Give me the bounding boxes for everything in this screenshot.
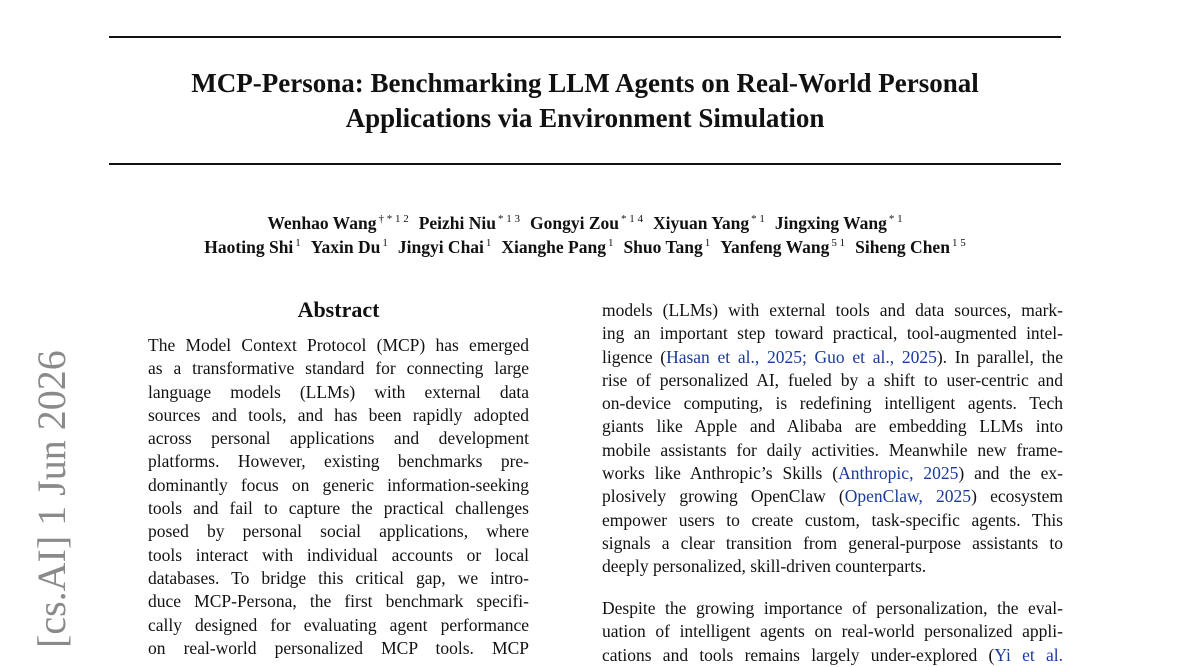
- text-line: platforms. However, existing benchmarks pre-: [148, 451, 529, 472]
- text-line: [602, 346, 1063, 369]
- author: [501, 237, 613, 257]
- text-line: [602, 462, 1063, 485]
- text-segment: empower users to create custom, task-specific agents. This: [602, 509, 1063, 530]
- author-affiliation-marks: 1 5: [951, 237, 966, 249]
- text-line: cally designed for evaluating agent performance: [148, 614, 529, 635]
- author-affiliation-marks: 5 1: [831, 237, 846, 249]
- title-top-rule: [109, 36, 1061, 38]
- text-segment: ) and the ex-: [958, 463, 1063, 484]
- text-segment: works like Anthropic’s Skills (: [602, 463, 839, 484]
- text-line: dominantly focus on generic information-seeking: [148, 474, 529, 495]
- text-segment: ) ecosystem: [971, 486, 1063, 507]
- text-line: [602, 620, 1063, 643]
- author-name: Yaxin Du: [310, 237, 381, 257]
- text-line: The Model Context Protocol (MCP) has emerged: [148, 335, 529, 355]
- text-segment: on-device computing, is redefining intelligent agents. Tech: [602, 393, 1063, 414]
- author: [398, 237, 492, 257]
- text-segment: giants like Apple and Alibaba are embedding LLMs into: [602, 416, 1063, 437]
- author: [204, 237, 301, 257]
- author-affiliation-marks: 1: [704, 237, 711, 249]
- text-segment: uation of intelligent agents on real-world personalized appli-: [602, 621, 1063, 642]
- author-name: Gongyi Zou: [530, 213, 619, 233]
- author-affiliation-marks: 1: [607, 237, 614, 249]
- author-name: Jingxing Wang: [774, 213, 887, 233]
- intro-paragraph-2: [602, 597, 1063, 667]
- text-line: on real-world personalized MCP tools. MCP: [148, 637, 529, 658]
- author-name: Yanfeng Wang: [720, 237, 830, 257]
- text-segment: plosively growing OpenClaw (: [602, 486, 845, 507]
- text-line: language models (LLMs) with external data: [148, 381, 529, 402]
- text-line: [602, 555, 1063, 578]
- text-line: sources and tools, and has been rapidly adopted: [148, 404, 529, 425]
- text-segment: deeply personalized, skill-driven counterparts.: [602, 556, 927, 577]
- author-name: Jingyi Chai: [397, 237, 484, 257]
- author-name: Wenhao Wang: [267, 213, 377, 233]
- author: [775, 213, 903, 233]
- citation-link[interactable]: OpenClaw, 2025: [844, 486, 972, 507]
- paper-title: [109, 66, 1061, 136]
- text-segment: models (LLMs) with external tools and data sources, mark-: [602, 300, 1063, 320]
- text-line: tools interact with individual accounts or local: [148, 544, 529, 565]
- author-affiliation-marks: † * 1 2: [378, 213, 409, 225]
- author: [720, 237, 845, 257]
- text-segment: rise of personalized AI, fueled by a shift to user-centric and: [602, 369, 1063, 390]
- author-affiliation-marks: 1: [295, 237, 301, 249]
- text-segment: mobile assistants for daily activities. Meanwhile new frame-: [602, 439, 1063, 460]
- intro-paragraph-1: [602, 299, 1063, 579]
- author-name: Siheng Chen: [855, 237, 950, 257]
- abstract-heading: Abstract: [297, 297, 380, 322]
- author-name: Xiyuan Yang: [653, 213, 750, 233]
- text-line: [602, 322, 1063, 345]
- text-segment: ). In parallel, the: [936, 346, 1063, 367]
- text-line: databases. To bridge this critical gap, we intro-: [148, 567, 529, 588]
- text-segment: signals a clear transition from general-purpose assistants to: [602, 532, 1063, 553]
- title-line-1: MCP-Persona: Benchmarking LLM Agents on Real-World Personal: [191, 68, 979, 98]
- text-line: [602, 392, 1063, 415]
- text-line: [602, 532, 1063, 555]
- text-line: [602, 597, 1063, 620]
- text-line: [602, 369, 1063, 392]
- text-line: [602, 509, 1063, 532]
- author: [267, 213, 408, 233]
- text-line: [602, 485, 1063, 508]
- text-line: [602, 439, 1063, 462]
- text-line: posed by personal social applications, where: [148, 521, 529, 542]
- title-bottom-rule: [109, 163, 1061, 165]
- author: [311, 237, 388, 257]
- author: [623, 237, 710, 257]
- author-affiliation-marks: 1: [382, 237, 388, 249]
- author-affiliation-marks: 1: [485, 237, 492, 249]
- author-name: Peizhi Niu: [418, 213, 496, 233]
- author: [653, 213, 765, 233]
- text-segment: Despite the growing importance of personalization, the eval-: [602, 598, 1063, 618]
- text-line: tools and fail to capture the practical challenges: [148, 498, 529, 519]
- author-name: Shuo Tang: [623, 237, 703, 257]
- text-line: [602, 299, 1063, 322]
- text-line: as a transformative standard for connecting large: [148, 358, 529, 379]
- text-line: duce MCP-Persona, the first benchmark specifi-: [148, 591, 529, 612]
- author-name: Xianghe Pang: [501, 237, 606, 257]
- text-line: [602, 415, 1063, 438]
- title-line-2: Applications via Environment Simulation: [345, 103, 825, 133]
- author-affiliation-marks: * 1 4: [621, 213, 643, 225]
- author: [530, 213, 643, 233]
- author-name: Haoting Shi: [204, 237, 294, 257]
- arxiv-side-stamp: [cs.AI] 1 Jun 2026: [29, 350, 74, 648]
- abstract-body: [148, 334, 529, 660]
- author: [419, 213, 520, 233]
- text-segment: ligence (: [602, 346, 667, 367]
- text-segment: cations and tools remains largely under-explored (: [602, 644, 995, 665]
- author: [855, 237, 966, 257]
- text-segment: ing an important step toward practical, tool-augmented intel-: [602, 323, 1063, 344]
- text-line: across personal applications and development: [148, 428, 529, 449]
- citation-link[interactable]: Yi et al.: [994, 644, 1063, 665]
- author-list-line-2: [60, 231, 1110, 259]
- author-affiliation-marks: * 1: [751, 213, 765, 225]
- text-line: [602, 644, 1063, 667]
- author-affiliation-marks: * 1: [888, 213, 903, 225]
- citation-link[interactable]: Hasan et al., 2025; Guo et al., 2025: [666, 346, 937, 367]
- citation-link[interactable]: Anthropic, 2025: [838, 463, 959, 484]
- author-affiliation-marks: * 1 3: [498, 213, 520, 225]
